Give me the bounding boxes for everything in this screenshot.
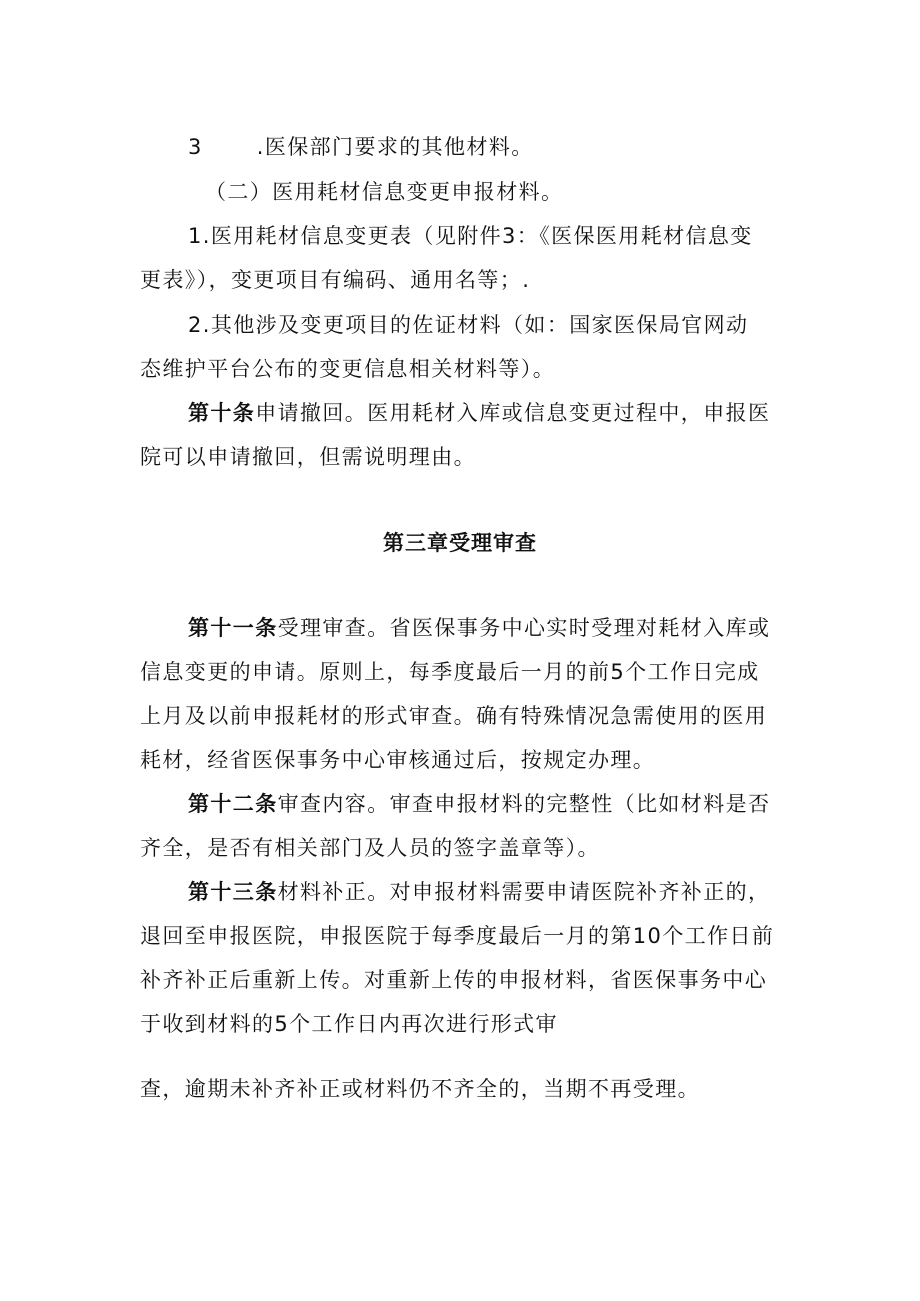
- article-13-label: 第十三条: [188, 880, 278, 904]
- article-13-line-2: 退回至申报医院，申报医院于每季度最后一月的第10个工作日前: [140, 924, 775, 948]
- article-13-line-3: 补齐补正后重新上传。对重新上传的申报材料，省医保事务中心: [140, 968, 768, 992]
- article-11-label: 第十一条: [188, 616, 278, 640]
- article-13-line-5: 查，逾期未补齐补正或材料仍不齐全的，当期不再受理。: [140, 1077, 700, 1101]
- item-1-line-2: 更表》），变更项目有编码、通用名等；.: [140, 268, 531, 292]
- item-2-line-1: 2.其他涉及变更项目的佐证材料（如：国家医保局官网动: [188, 313, 749, 337]
- article-11-line-1: [188, 614, 833, 642]
- item-1-line-1: 1.医用耗材信息变更表（见附件3：《医保医用耗材信息变: [188, 224, 753, 248]
- article-10-label: 第十条: [188, 401, 256, 425]
- article-13-line-1: [188, 878, 833, 906]
- article-11-text: 受理审查。省医保事务中心实时受理对耗材入库或: [277, 616, 771, 640]
- item-3-line: [188, 133, 833, 161]
- item-3-text: .医保部门要求的其他材料。: [256, 135, 534, 159]
- chapter-3-title: 第三章受理审查: [383, 531, 537, 555]
- article-11-line-2: 信息变更的申请。原则上，每季度最后一月的前5个工作日完成: [140, 660, 760, 684]
- article-12-label: 第十二条: [188, 792, 278, 816]
- article-10-text: 申请撤回。医用耗材入库或信息变更过程中，申报医: [255, 401, 771, 425]
- article-11-line-4: 耗材，经省医保事务中心审核通过后，按规定办理。: [140, 748, 656, 772]
- article-10-line-1: [188, 399, 833, 427]
- article-13-text: 材料补正。对申报材料需要申请医院补齐补正的，: [277, 880, 771, 904]
- article-13-line-4: 于收到材料的5个工作日内再次进行形式审: [140, 1012, 558, 1036]
- article-10-line-2: 院可以申请撤回，但需说明理由。: [140, 445, 476, 469]
- item-2-line-2: 态维护平台公布的变更信息相关材料等）。: [140, 357, 556, 381]
- article-12-line-2: 齐全，是否有相关部门及人员的签字盖章等）。: [140, 836, 600, 860]
- subsection-2-heading: （二）医用耗材信息变更申报材料。: [205, 180, 564, 204]
- article-12-text: 审查内容。审查申报材料的完整性（比如材料是否: [277, 792, 771, 816]
- item-3-number: 3: [188, 135, 203, 159]
- article-11-line-3: 上月及以前申报耗材的形式审查。确有特殊情况急需使用的医用: [140, 704, 768, 728]
- article-12-line-1: [188, 790, 833, 818]
